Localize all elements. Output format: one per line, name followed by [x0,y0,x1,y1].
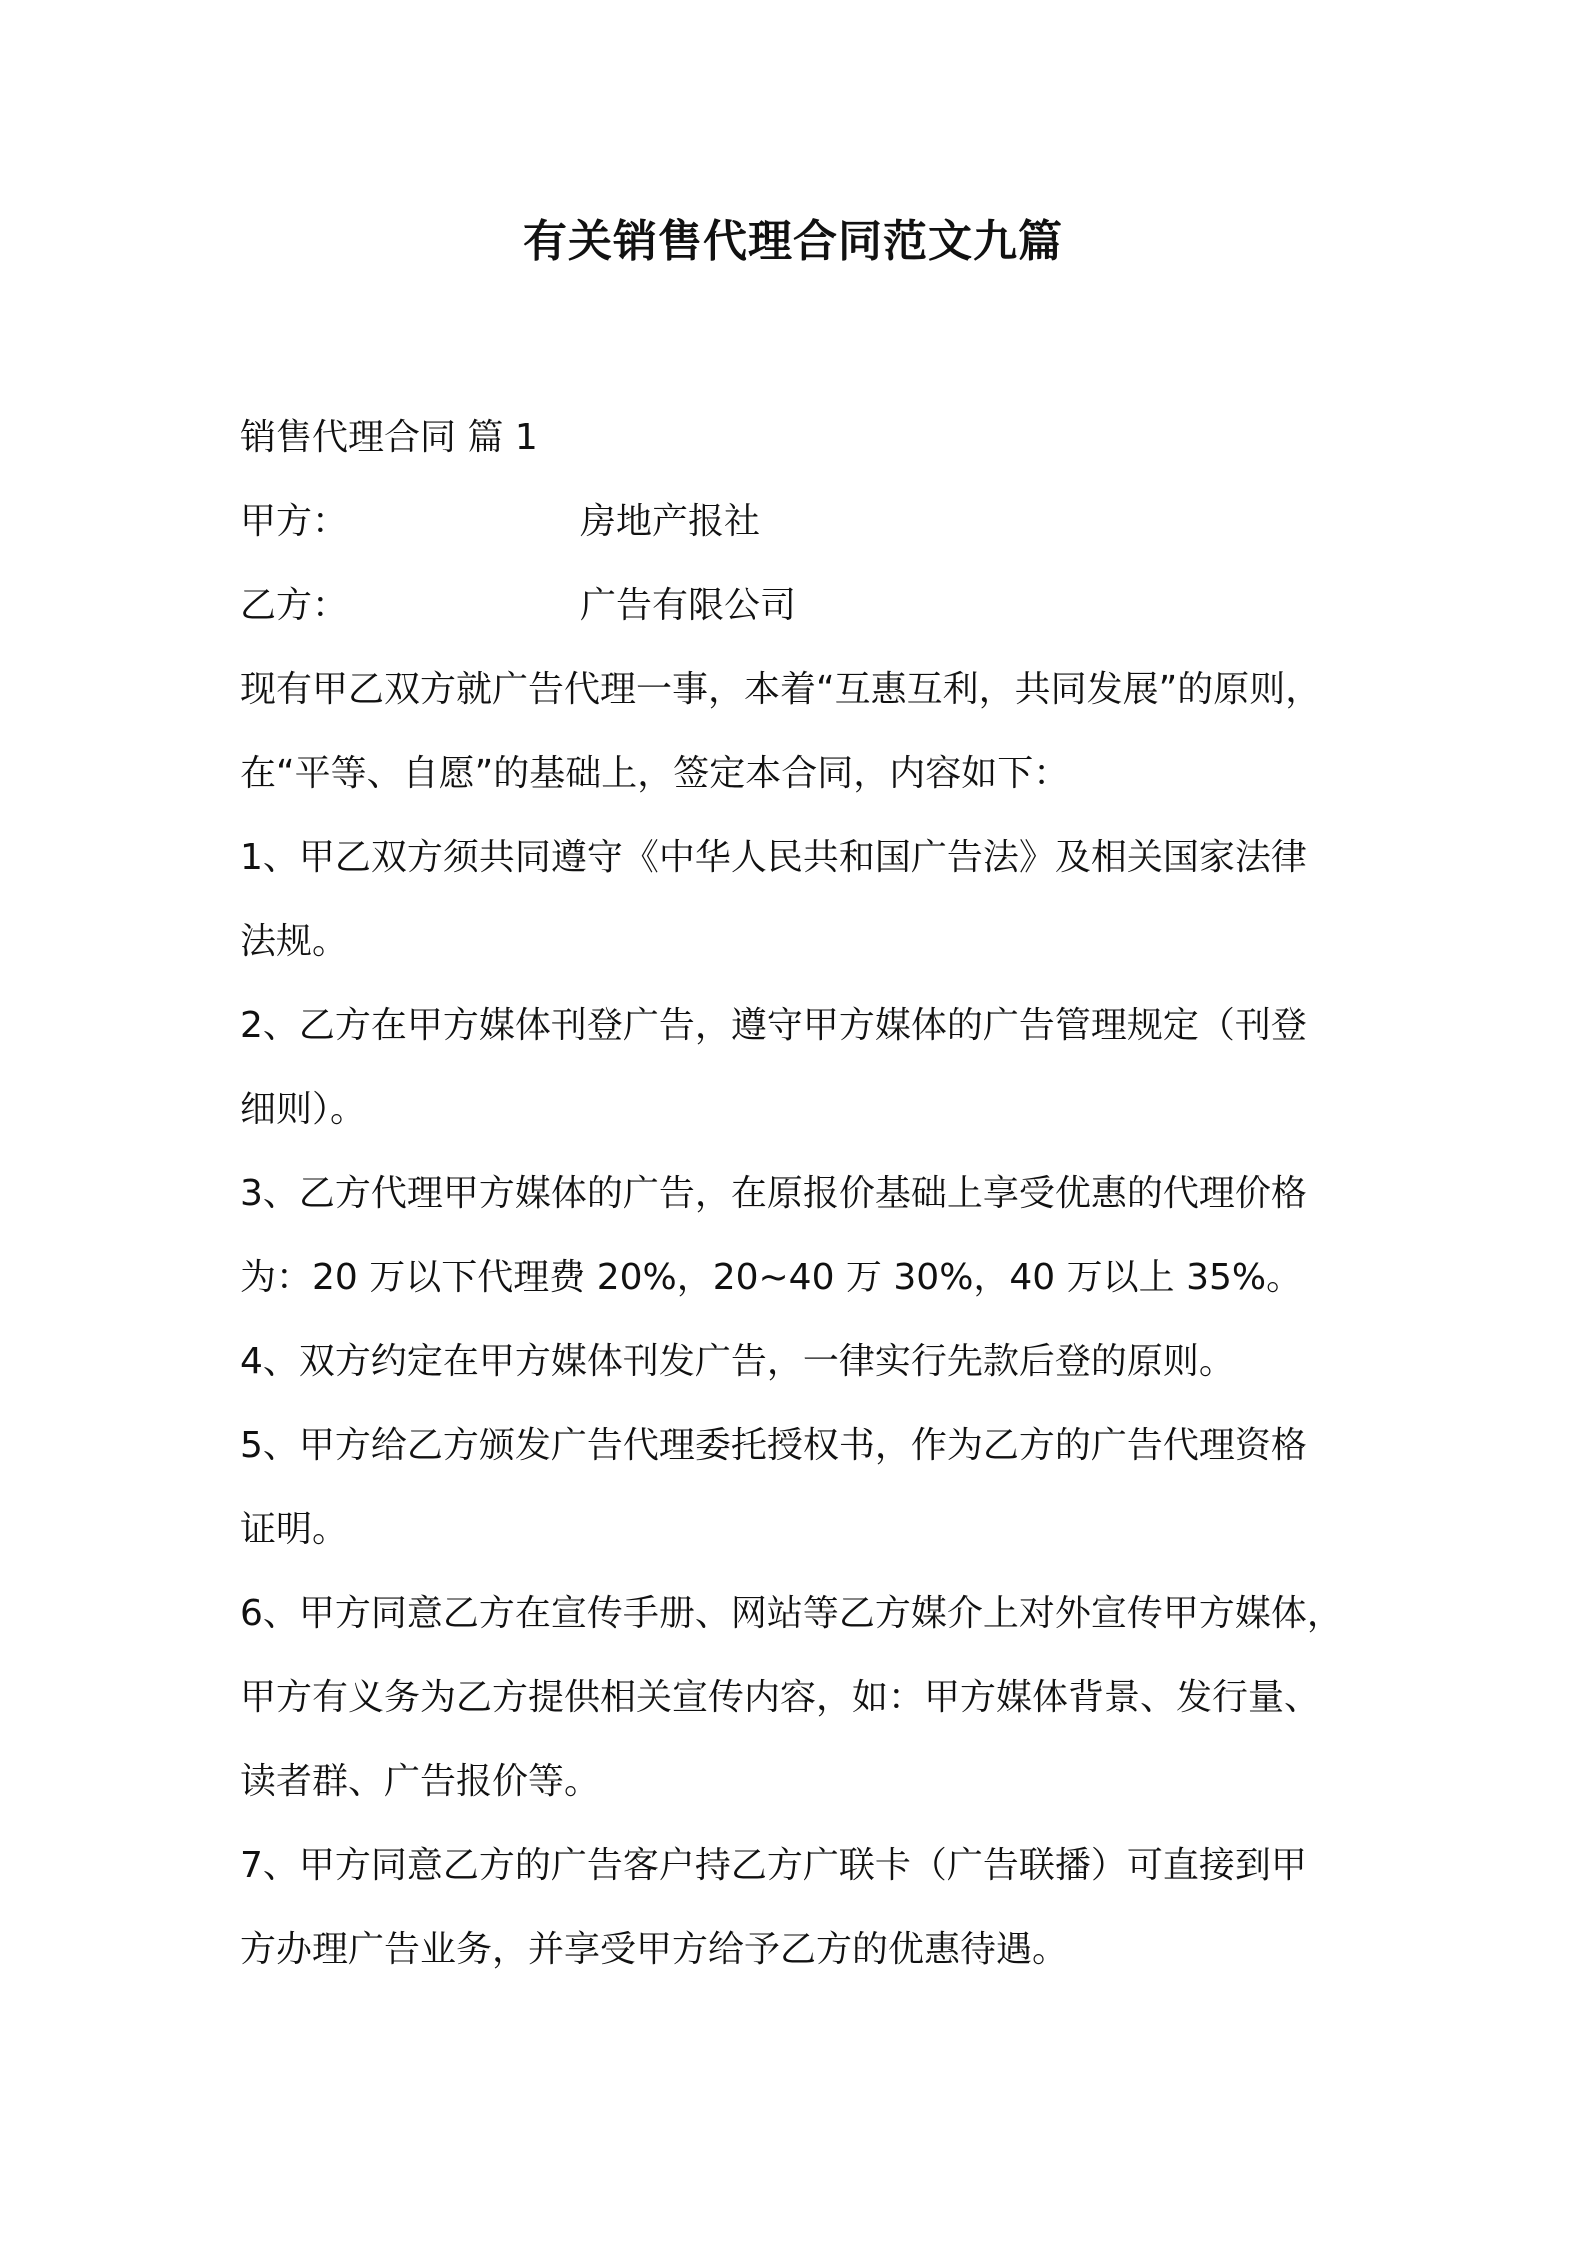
body-line: 现有甲乙双方就广告代理一事，本着“互惠互利，共同发展”的原则， [240,669,1322,710]
clause-7: 7、甲方同意乙方的广告客户持乙方广联卡（广告联播）可直接到甲 [240,1845,1307,1886]
party-a-label: 甲方： [240,501,349,542]
clause-6: 6、甲方同意乙方在宣传手册、网站等乙方媒介上对外宣传甲方媒体， [240,1593,1343,1634]
clause-1-cont: 法规。 [240,921,349,962]
clause-6-cont: 甲方有义务为乙方提供相关宣传内容，如：甲方媒体背景、发行量、 [240,1677,1321,1718]
party-b-value: 广告有限公司 [580,585,797,626]
party-a-value: 房地产报社 [580,501,761,542]
clause-2: 2、乙方在甲方媒体刊登广告，遵守甲方媒体的广告管理规定（刊登 [240,1005,1307,1046]
party-b-label: 乙方： [240,585,349,626]
clause-3: 3、乙方代理甲方媒体的广告，在原报价基础上享受优惠的代理价格 [240,1173,1307,1214]
clause-3-cont: 为：20 万以下代理费 20%，20~40 万 30%，40 万以上 35%。 [240,1257,1303,1298]
body-line: 在“平等、自愿”的基础上，签定本合同，内容如下： [240,753,1070,794]
clause-4: 4、双方约定在甲方媒体刊发广告，一律实行先款后登的原则。 [240,1341,1235,1382]
document-title: 有关销售代理合同范文九篇 [523,216,1063,267]
section-heading: 销售代理合同 篇 1 [240,417,538,458]
clause-7-cont: 方办理广告业务，并享受甲方给予乙方的优惠待遇。 [240,1929,1069,1970]
clause-6-cont: 读者群、广告报价等。 [240,1761,601,1802]
clause-5-cont: 证明。 [240,1509,349,1550]
clause-2-cont: 细则）。 [240,1089,367,1130]
clause-1: 1、甲乙双方须共同遵守《中华人民共和国广告法》及相关国家法律 [240,837,1307,878]
clause-5: 5、甲方给乙方颁发广告代理委托授权书，作为乙方的广告代理资格 [240,1425,1307,1466]
